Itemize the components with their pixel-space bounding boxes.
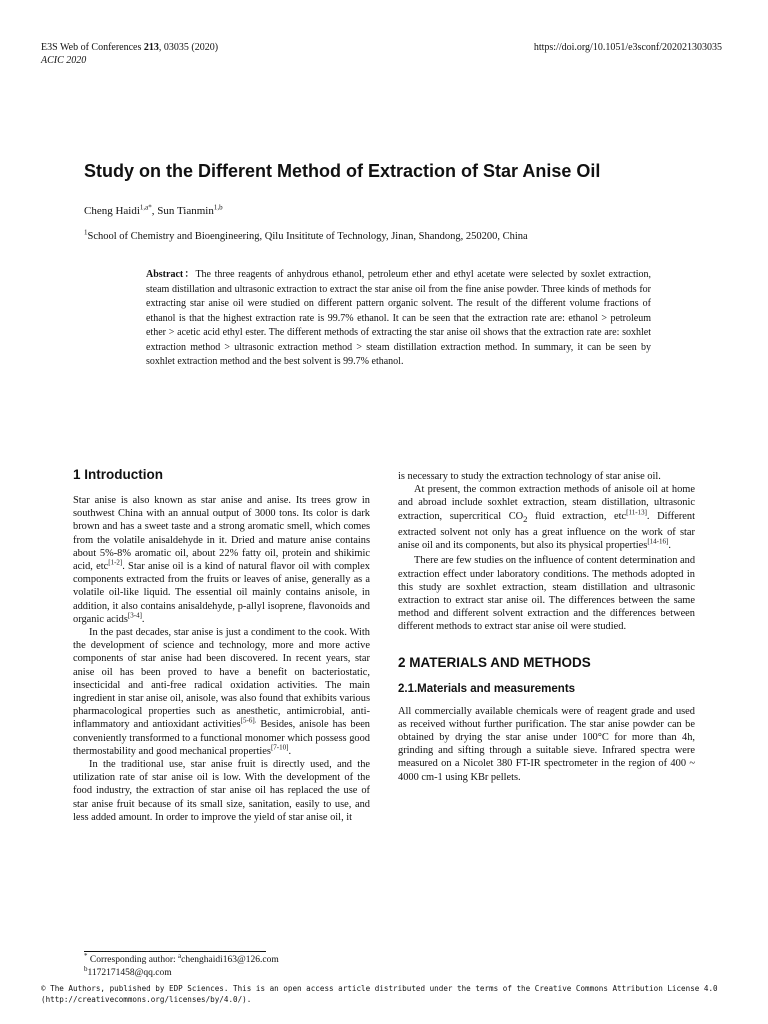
author-1: Cheng Haidi <box>84 205 140 217</box>
doi-link[interactable]: https://doi.org/10.1051/e3sconf/202021303035 <box>533 42 722 53</box>
citation: [5-6]. <box>240 716 257 725</box>
citation: [3-4] <box>127 611 142 620</box>
section-heading-introduction: 1 Introduction <box>73 467 163 482</box>
abstract-text: The three reagents of anhydrous ethanol, petroleum ether and ethyl acetate were selected by soxlet extraction, steam distillation and ultrasonic extraction to extract the star anise oil from the fine anise powder. Three kinds of methods for extracting star anise oil were studied on different pattern organic solvent. The result of the different volume fractions of ethanol is that the highest extraction rate is 99.7% ethanol. It can be seen that the extraction rate are: ethanol > petroleum ether > acetic acid ethyl ester. The different methods of extracting the star anise oil shows that the extraction rate are: soxhlet extraction method > ultrasonic extraction method > steam distillation extraction method. In summary, it can be seen by soxhlet extraction method and the best solvent is 99.7% ethanol. <box>146 269 652 367</box>
paragraph-continued: is necessary to study the extraction technology of star anise oil. <box>398 471 661 482</box>
paper-title: Study on the Different Method of Extraction of Star Anise Oil <box>84 161 601 181</box>
abstract <box>146 268 651 370</box>
license-notice: © The Authors, published by EDP Sciences. This is an open access article distributed under the terms of the Creative Commons Attribution License 4.0 (http://creativecommons.org/licenses/by/4.0/). <box>41 984 718 1004</box>
running-header-left <box>41 41 218 67</box>
conference-name: ACIC 2020 <box>41 55 87 66</box>
citation: [1-2] <box>108 558 123 567</box>
citation: [14-16] <box>647 537 669 546</box>
section-heading-materials-methods: 2 MATERIALS AND METHODS <box>398 654 591 670</box>
subsection-heading: 2.1.Materials and measurements <box>398 682 576 695</box>
citation: [7-10] <box>270 743 289 752</box>
journal-citation: E3S Web of Conferences 213, 03035 (2020) <box>41 42 219 53</box>
citation: [11-13] <box>626 508 647 517</box>
email-a[interactable]: chenghaidi163@126.com <box>181 955 279 965</box>
paragraph: Star anise is also known as star anise and anise. Its trees grow in southwest China with an annual output of 3000 tons. Its color is dark brown and has a sweet taste and a strong aromatic smell, which comes from the volatile anisaldehyde in it. Dried and mature anise contains about 5%-8% aromatic oil, about 22% fatty oil, protein and shikimic acid, etc[1-2]. Star anise oil is a kind of natural flavor oil with complex components extracted from the fruits or leaves of anise, generally as a volatile oil-like liquid. The essential oil mainly contains anisole, in addition, it also contains anisaldehyde, p-allyl isoprene, flavonoids and organic acids[3-4]. <box>73 495 370 625</box>
paragraph: In the past decades, star anise is just a condiment to the cook. With the development of science and technology, more and more active components of star anise had been discovered. In recent years, star anise oil has been proved to have a benefit on bacteriostatic, insecticidal and anti-free radical oxidation activities. The main ingredient in star anise oil, anisole, was also found that exhibits various pharmacological properties such as anesthetic, antimicrobial, anti-inflammatory and antioxidant activities$^{[5-6].}$ Besides, anisole has been conveniently transformed to a functional monomer which possess good thermostability and good mechanical properties[7-10]. <box>73 627 370 757</box>
right-column <box>398 470 695 784</box>
abstract-label: Abstract： <box>146 269 196 280</box>
paragraph: At present, the common extraction methods of anisole oil at home and abroad include soxhlet extraction, steam distillation, ultrasonic extraction, supercritical $CO_2$ fluid extraction, etc[11-13]. Different extracted solvent not only has a great influence on the work of star anise oil and its components, but also its physical properties[14-16]. <box>398 484 695 552</box>
paragraph: There are few studies on the influence of content determination and extraction effect under laboratory conditions. The methods adopted in this study are soxhlet extraction, steam distillation and ultrasonic extraction to extract star anise oil. The differences between the same method and different solvent extraction and the differences between different methods to extract star anise oil were studied. <box>398 555 696 633</box>
volume-number: 213 <box>143 42 159 53</box>
left-column <box>73 466 370 824</box>
author-2: Sun Tianmin <box>157 205 214 217</box>
footnote-divider <box>84 951 266 952</box>
license-link[interactable]: (http://creativecommons.org/licenses/by/4.0/). <box>41 995 252 1004</box>
affiliation: $^1$School of Chemistry and Bioengineering, Qilu Insititute of Technology, Jinan, Shandong, 250200, China <box>84 228 528 242</box>
paragraph: In the traditional use, star anise fruit is directly used, and the utilization rate of star anise oil is low. With the development of the food industry, the extraction of star anise oil has replaced the use of star anise fruit because of its small size, sanitation, easily to use, and less added amount. In order to improve the yield of star anise oil, it <box>73 759 370 823</box>
author-list: Cheng Haidi$^{1,a*}$, Sun Tianmin$^{1,b}$ <box>84 203 223 217</box>
footnotes: * Corresponding author: $^a$chenghaidi163@126.com $^b$1172171458@qq.com <box>84 951 279 978</box>
email-b[interactable]: 1172171458@qq.com <box>87 968 172 978</box>
paragraph: All commercially available chemicals were of reagent grade and used as received without further purification. The star anise powder can be obtained by drying the star anise under 100°C for more than 4h, grinding and sifting through a suitable sieve. Infrared spectra were measured on a Nicolet 380 FT-IR spectrometer in the region of 400 ~ 4000 cm-1 using KBr pellets. <box>398 705 695 783</box>
